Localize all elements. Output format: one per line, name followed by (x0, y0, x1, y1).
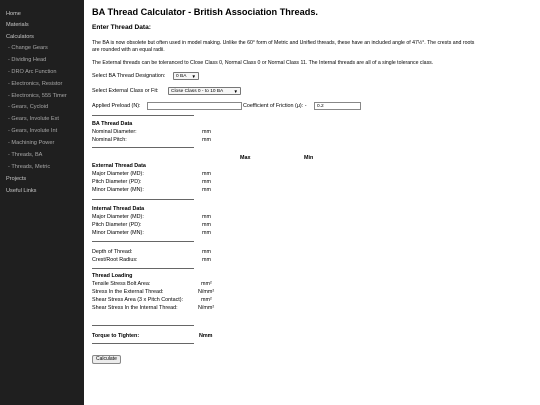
nominal-diameter-unit: mm (202, 129, 211, 135)
nominal-pitch-label: Nominal Pitch: (92, 137, 127, 143)
main-content (85, 0, 540, 405)
sidebar-item-machining-power[interactable]: - Machining Power (8, 140, 55, 146)
tensile-area-unit: mm² (201, 281, 212, 287)
depth-label: Depth of Thread: (92, 249, 133, 255)
nominal-pitch-unit: mm (202, 137, 211, 143)
sidebar-item-materials[interactable]: Materials (6, 22, 29, 28)
divider (92, 268, 194, 269)
sidebar-item-threads-ba[interactable]: - Threads, BA (8, 152, 43, 158)
ext-major-label: Major Diameter (MD): (92, 171, 144, 177)
thread-loading-header: Thread Loading (92, 273, 133, 279)
divider (92, 241, 194, 242)
sidebar-item-gears-cycloid[interactable]: - Gears, Cycloid (8, 104, 49, 110)
ext-pitch-label: Pitch Diameter (PD): (92, 179, 142, 185)
ext-major-unit: mm (202, 171, 211, 177)
divider (92, 147, 194, 148)
sidebar-item-useful-links[interactable]: Useful Links (6, 188, 37, 194)
intro-text: The BA is now obsolete but often used in model making. Unlike the 60° form of Metric and Unified threads, these have an included angle of 47½°. The crests and roots (92, 40, 475, 46)
sidebar-item-electronics-555[interactable]: - Electronics, 555 Timer (8, 93, 67, 99)
sidebar-item-change-gears[interactable]: - Change Gears (8, 45, 48, 51)
shear-area-label: Shear Stress Area (3 x Pitch Contact): (92, 297, 184, 303)
sidebar-item-threads-metric[interactable]: - Threads, Metric (8, 164, 51, 170)
designation-label: Select BA Thread Designation: (92, 73, 166, 79)
calculate-button[interactable]: Calculate (92, 355, 121, 364)
ext-minor-label: Minor Diameter (MN): (92, 187, 144, 193)
sidebar-item-gears-involute-int[interactable]: - Gears, Involute Int (8, 128, 58, 134)
stress-ext-unit: N/mm² (198, 289, 215, 295)
max-column-header: Max (240, 155, 251, 161)
shear-int-label: Shear Stress In the Internal Thread: (92, 305, 178, 311)
friction-label: Coefficient of Friction (μ): - (243, 103, 307, 109)
divider (92, 343, 194, 344)
depth-unit: mm (202, 249, 211, 255)
stress-ext-label: Stress In the External Thread: (92, 289, 164, 295)
sidebar-item-gears-involute-ext[interactable]: - Gears, Involute Ext (8, 116, 59, 122)
int-pitch-unit: mm (202, 222, 211, 228)
int-major-unit: mm (202, 214, 211, 220)
external-thread-header: External Thread Data (92, 163, 146, 169)
class-label: Select External Class or Fit: (92, 88, 159, 94)
int-major-label: Major Diameter (MD): (92, 214, 144, 220)
int-minor-label: Minor Diameter (MN): (92, 230, 144, 236)
sidebar-item-calculators[interactable]: Calculators (6, 34, 34, 40)
int-pitch-label: Pitch Diameter (PD): (92, 222, 142, 228)
preload-input[interactable] (147, 102, 242, 110)
ba-data-header: BA Thread Data (92, 121, 133, 127)
sidebar-item-dro-arc[interactable]: - DRO Arc Function (8, 69, 57, 75)
friction-input[interactable]: 0.2 (314, 102, 361, 110)
divider (92, 325, 194, 326)
intro-text-continued: are rounded with an equal radii. (92, 47, 165, 53)
class-select[interactable]: Close Class 0 - to 10 BA ▼ (168, 87, 241, 95)
chevron-down-icon: ▼ (233, 89, 238, 94)
preload-label: Applied Preload (N): (92, 103, 141, 109)
section-heading: Enter Thread Data: (92, 24, 151, 31)
designation-select[interactable]: 0 BA ▼ (173, 72, 199, 80)
ext-pitch-unit: mm (202, 179, 211, 185)
crest-root-label: Crest/Root Radius: (92, 257, 138, 263)
tolerance-note: The External threads can be toleranced to Close Class 0, Normal Class 0 or Normal Class 11. The Internal threads are all of a single tolerance class. (92, 60, 434, 66)
page-title: BA Thread Calculator - British Association Threads. (92, 7, 318, 17)
ext-minor-unit: mm (202, 187, 211, 193)
nominal-diameter-label: Nominal Diameter: (92, 129, 137, 135)
sidebar-nav (0, 0, 84, 405)
sidebar-item-electronics-resistor[interactable]: - Electronics, Resistor (8, 81, 63, 87)
sidebar-item-dividing-head[interactable]: - Dividing Head (8, 57, 47, 63)
torque-label: Torque to Tighten: (92, 333, 140, 339)
shear-area-unit: mm² (201, 297, 212, 303)
torque-unit: Nmm (199, 333, 213, 339)
shear-int-unit: N/mm² (198, 305, 215, 311)
divider (92, 115, 194, 116)
internal-thread-header: Internal Thread Data (92, 206, 145, 212)
crest-root-unit: mm (202, 257, 211, 263)
tensile-area-label: Tensile Stress Bolt Area: (92, 281, 151, 287)
divider (92, 199, 194, 200)
sidebar-item-home[interactable]: Home (6, 11, 21, 17)
chevron-down-icon: ▼ (191, 74, 196, 79)
int-minor-unit: mm (202, 230, 211, 236)
min-column-header: Min (304, 155, 314, 161)
sidebar-item-projects[interactable]: Projects (6, 176, 27, 182)
